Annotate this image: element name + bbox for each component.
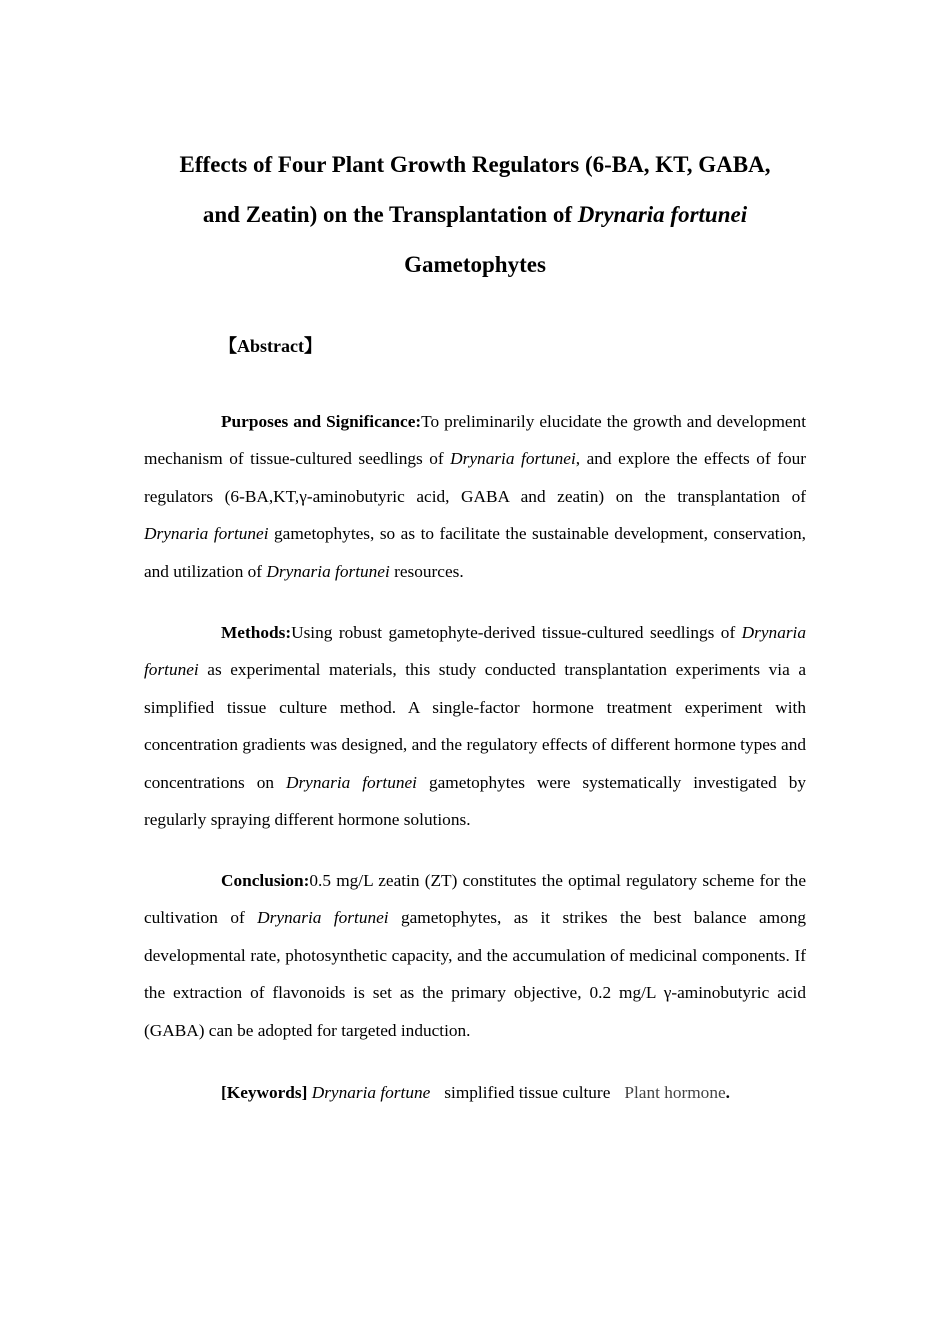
keywords-label: [Keywords]: [221, 1083, 308, 1102]
purpose-text-4: resources.: [389, 561, 464, 581]
purpose-text-3: gametophytes, so as to facilitate the sustainable development, conservation, and utilization of: [144, 524, 806, 581]
keyword-2: simplified tissue culture: [444, 1083, 611, 1102]
keyword-3: Plant hormone: [624, 1083, 726, 1102]
title-line-2: [120, 190, 830, 240]
purpose-text-2: , and explore the effects of four regulators (6-BA,KT,γ-aminobutyric acid, GABA and zeatin) on the transplantation of: [144, 449, 807, 506]
paper-title: [120, 140, 830, 290]
keywords-end: .: [725, 1083, 730, 1102]
conclusion-text-1: 0.5 mg/L zeatin (ZT) constitutes the optimal regulatory scheme for the cultivation of: [144, 871, 806, 928]
purpose-species-3: Drynaria fortunei: [266, 561, 390, 581]
title-species-name: Drynaria fortunei: [577, 202, 748, 227]
methods-label: Methods:: [221, 623, 292, 642]
conclusion-label: Conclusion:: [221, 871, 310, 890]
purpose-species-2: Drynaria fortunei: [144, 524, 269, 544]
keywords-line: [221, 1079, 821, 1107]
purpose-label: Purposes and Significance:: [221, 412, 422, 431]
abstract-heading: 【Abstract】: [219, 336, 322, 356]
purpose-paragraph: [144, 403, 806, 590]
purpose-text-1: To preliminarily elucidate the growth and development mechanism of tissue-cultured seedlings of: [144, 412, 806, 469]
conclusion-paragraph: [144, 862, 806, 1049]
methods-text-1: Using robust gametophyte-derived tissue-cultured seedlings of: [291, 623, 742, 642]
keyword-1: Drynaria fortune: [311, 1083, 431, 1102]
title-line-2-text: and Zeatin) on the Transplantation of: [202, 202, 578, 227]
conclusion-species-1: Drynaria fortunei: [257, 908, 389, 928]
title-line-1: Effects of Four Plant Growth Regulators (6-BA, KT, GABA,: [179, 152, 771, 177]
methods-species-1: Drynaria fortunei: [144, 623, 806, 680]
conclusion-text-2: gametophytes, as it strikes the best balance among developmental rate, photosynthetic capacity, and the accumulation of medicinal components. If the extraction of flavonoids is set as the primary objective, 0.2 mg/L γ-aminobutyric acid (GABA) can be adopted for targeted induction.: [144, 908, 806, 1040]
title-line-3: Gametophytes: [404, 252, 546, 277]
methods-text-3: gametophytes were systematically investigated by regularly spraying different hormone solutions.: [144, 772, 806, 830]
methods-species-2: Drynaria fortunei: [285, 772, 417, 792]
methods-text-2: as experimental materials, this study conducted transplantation experiments via a simplified tissue culture method. A single-factor hormone treatment experiment with concentration gradients was designed, and the regulatory effects of different hormone types and concentrations on: [144, 660, 806, 792]
methods-paragraph: [144, 614, 806, 838]
purpose-species-1: Drynaria fortunei: [450, 449, 576, 469]
